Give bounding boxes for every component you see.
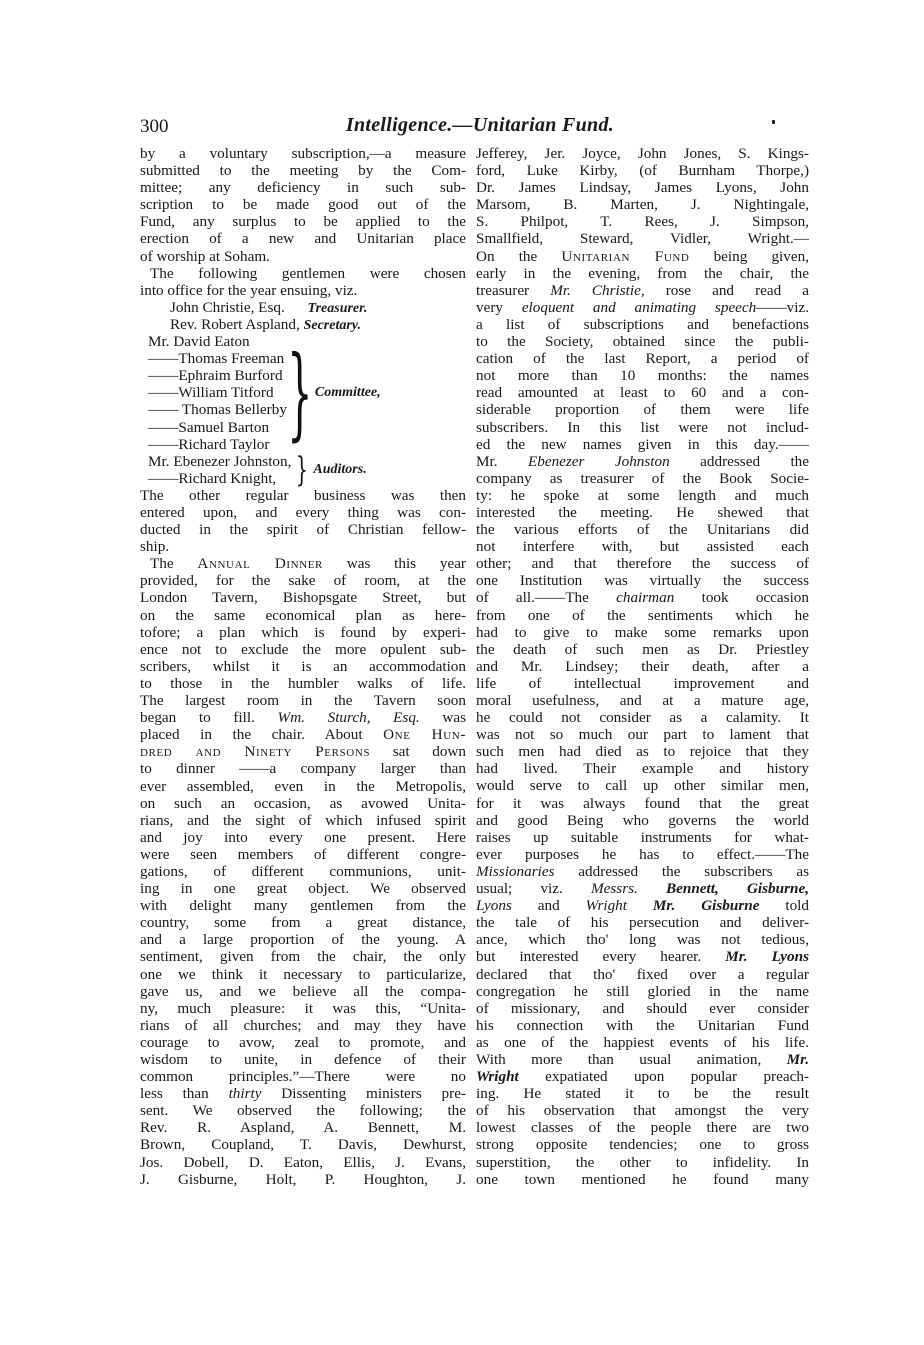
officer-name: John Christie, Esq. <box>170 298 285 316</box>
text-line: ny, much pleasure: it was this, “Unita- <box>140 999 466 1017</box>
text-run: The <box>150 555 198 573</box>
text-line: rians, and the sight of which infused spirit <box>140 811 466 829</box>
auditor: Mr. Ebenezer Johnston, <box>148 452 292 470</box>
text-run: On the <box>476 247 562 265</box>
paragraph-elections <box>140 265 466 299</box>
text-line: raises up suitable instruments for what- <box>476 828 809 846</box>
text-line: a list of subscriptions and benefactions <box>476 315 809 333</box>
committee-member: ——Ephraim Burford <box>148 367 283 385</box>
emphasis: Wright <box>476 1068 519 1086</box>
text-line <box>476 248 809 265</box>
text-line: to those in the humbler walks of life. <box>140 674 466 692</box>
text-run: took occasion <box>674 589 809 607</box>
text-run: usual; viz. <box>476 880 591 898</box>
text-line <box>140 1085 466 1102</box>
text-line: gations, of different communions, unit- <box>140 862 466 880</box>
text-line: to dinner ——a company larger than <box>140 760 466 778</box>
text-line: of his observation that amongst the very <box>476 1102 809 1120</box>
officers-list <box>140 299 466 333</box>
auditors-label: Auditors. <box>313 462 367 478</box>
text-line: ducted in the spirit of Christian fellow- <box>140 521 466 539</box>
text-run: addressed the subscribers as <box>554 862 809 880</box>
text-line: London Tavern, Bishopsgate Street, but <box>140 589 466 607</box>
text-line: ty: he spoke at some length and much <box>476 486 809 504</box>
ink-speck <box>772 120 775 124</box>
text-line: the various efforts of the Unitarians did <box>476 521 809 539</box>
officer-role: Treasurer. <box>307 300 368 316</box>
committee-brace <box>287 333 313 453</box>
committee-names <box>140 333 287 453</box>
text-line: interested the meeting. He shewed that <box>476 503 809 521</box>
text-line: The largest room in the Tavern soon <box>140 692 466 710</box>
text-line: the tale of his persecution and deliver- <box>476 914 809 932</box>
text-run: of all.——The <box>476 589 617 607</box>
text-line: country, some from a great distance, <box>140 914 466 932</box>
text-line: from one of the sentiments which he <box>476 606 809 624</box>
paragraph-annual-dinner <box>140 555 466 1187</box>
text-line <box>140 709 466 726</box>
text-run: expatiated upon popular preach- <box>518 1068 809 1086</box>
auditor: ——Richard Knight, <box>148 469 277 487</box>
text-line: of missionary, and should ever consider <box>476 999 809 1017</box>
text-line: The following gentlemen were chosen <box>150 264 466 282</box>
text-run <box>627 897 653 914</box>
text-run: began to fill. <box>140 709 278 727</box>
text-line: Dr. James Lindsay, James Lyons, John <box>476 179 809 197</box>
text-line <box>476 948 809 965</box>
text-run: addressed the <box>669 452 809 470</box>
text-line: subscribers. In this list were not includ- <box>476 418 809 436</box>
text-line: other; and that therefore the success of <box>476 555 809 573</box>
text-line: J. Gisburne, Holt, P. Houghton, J. <box>140 1170 466 1188</box>
officer-name: Rev. Robert Aspland, <box>170 315 300 333</box>
brace-icon: } <box>295 452 308 487</box>
text-line: one we think it necessary to particularize, <box>140 965 466 983</box>
text-line: moral usefulness, and at a mature age, <box>476 692 809 709</box>
text-line: The other regular business was then <box>140 486 466 504</box>
text-line <box>476 880 809 897</box>
text-run: With more than usual animation, <box>476 1050 787 1068</box>
text-run: was this year <box>323 555 466 573</box>
text-line: had to give to make some remarks upon <box>476 623 809 641</box>
text-line: on such an occasion, as avowed Unita- <box>140 794 466 812</box>
emphasis: Wright <box>585 897 627 915</box>
auditors-list <box>140 453 466 487</box>
text-line: and Mr. Lindsey; their death, after a <box>476 657 809 675</box>
text-line: on the same economical plan as here- <box>140 606 466 624</box>
text-line <box>476 897 809 914</box>
right-column <box>476 145 809 1188</box>
paragraph-subscription <box>140 145 466 265</box>
running-title: Intelligence.—Unitarian Fund. <box>345 114 615 136</box>
text-line: one Institution was virtually the success <box>476 572 809 590</box>
left-column <box>140 145 466 1188</box>
chairman-name: Wm. Sturch, Esq. <box>277 709 420 727</box>
text-line: and good Being who governs the world <box>476 811 809 829</box>
emphasis: Ebenezer Johnston <box>527 452 670 470</box>
committee-member: ——Samuel Barton <box>148 418 270 436</box>
text-line: such men had died as to rejoice that they <box>476 743 809 761</box>
officer-row <box>140 316 466 333</box>
emphasis: Missionaries <box>476 862 555 880</box>
text-line: sentiment, given from the chair, the only <box>140 948 466 966</box>
text-line: not more than 10 months: the names <box>476 367 809 385</box>
text-line: erection of a new and Unitarian place <box>140 230 466 248</box>
text-line: for it was always found that the great <box>476 794 809 812</box>
text-run: less than <box>140 1085 229 1103</box>
committee-member: ——Thomas Freeman <box>148 350 285 368</box>
text-line: ing in one great object. We observed <box>140 880 466 898</box>
text-line: superstition, the other to infidelity. In <box>476 1153 809 1171</box>
text-line: read amounted at least to 60 and a con- <box>476 384 809 402</box>
text-line: S. Philpot, T. Rees, J. Simpson, <box>476 213 809 231</box>
text-line: of worship at Soham. <box>140 247 270 265</box>
text-run: sat down <box>370 743 466 761</box>
text-line: and joy into every one present. Here <box>140 828 466 846</box>
paragraph-business <box>140 487 466 555</box>
emphasis: Messrs. <box>591 880 638 898</box>
text-run: Mr. <box>476 452 528 470</box>
committee-label: Committee, <box>314 385 381 401</box>
text-line: he could not consider as a calamity. It <box>476 709 809 727</box>
text-run: treasurer <box>476 281 551 299</box>
emphasis: Mr. Gisburne <box>652 897 760 915</box>
text-line: as one of the happiest events of his life. <box>476 1033 809 1051</box>
text-run: ——viz. <box>756 298 809 316</box>
text-line: ed the new names given in this day.—— <box>476 435 809 453</box>
text-run: placed in the chair. About <box>140 726 384 744</box>
text-line: one town mentioned he found many <box>476 1170 809 1188</box>
text-line: sent. We observed the following; the <box>140 1102 466 1120</box>
text-line: Jefferey, Jer. Joyce, John Jones, S. Kings- <box>476 145 809 162</box>
text-line: ing. He stated it to be the result <box>476 1085 809 1103</box>
text-line: provided, for the sake of room, at the <box>140 572 466 590</box>
attendance-count: One Hun- <box>383 726 466 744</box>
text-line <box>476 863 809 880</box>
text-line: and a large proportion of the young. A <box>140 931 466 949</box>
text-line <box>476 589 809 606</box>
text-line <box>140 743 466 760</box>
text-line: would serve to call up other similar men, <box>476 777 809 795</box>
emphasis: Mr. <box>786 1050 809 1068</box>
text-run: rose and read a <box>644 281 809 299</box>
text-line: siderable proportion of them were life <box>476 401 809 419</box>
text-line <box>476 282 809 299</box>
text-line: ever assembled, even in the Metropolis, <box>140 777 466 795</box>
text-run: and <box>511 897 586 915</box>
emphasis: Bennett, Gisburne, <box>666 880 809 898</box>
text-line: declared that tho' fixed over a regular <box>476 965 809 983</box>
text-line: scription to be made good out of the <box>140 196 466 214</box>
text-line: submitted to the meeting by the Com- <box>140 162 466 180</box>
text-line: early in the evening, from the chair, the <box>476 264 809 282</box>
text-line: not interfere with, but assisted each <box>476 538 809 556</box>
committee-member: —— Thomas Bellerby <box>148 401 287 419</box>
text-line: his connection with the Unitarian Fund <box>476 1016 809 1034</box>
text-line: wisdom to unite, in defence of their <box>140 1051 466 1068</box>
text-line: ford, Luke Kirby, (of Burnham Thorpe,) <box>476 162 809 180</box>
text-line: lowest classes of the people there are two <box>476 1119 809 1137</box>
page-number: 300 <box>140 116 169 137</box>
text-line: entered upon, and every thing was con- <box>140 504 466 521</box>
text-line <box>140 726 466 743</box>
committee-member: ——Richard Taylor <box>148 435 270 453</box>
text-line: by a voluntary subscription,—a measure <box>140 145 466 162</box>
text-line: ance, which tho' long was not tedious, <box>476 931 809 949</box>
text-line: Fund, any surplus to be applied to the <box>140 213 466 231</box>
attendance-count: dred and Ninety Persons <box>140 743 371 761</box>
text-line: scribers, whilst it is an accommodation <box>140 657 466 675</box>
text-line: ence not to exclude the more opulent sub- <box>140 640 466 658</box>
text-run: but interested every hearer. <box>476 948 726 966</box>
text-line: mittee; any deficiency in such sub- <box>140 179 466 197</box>
unitarian-fund-heading: Unitarian Fund <box>561 247 690 265</box>
text-line: courage to avow, zeal to promote, and <box>140 1033 466 1051</box>
emphasis: chairman <box>616 589 675 607</box>
auditors-brace <box>291 453 311 487</box>
text-line: Brown, Coupland, T. Davis, Dewhurst, <box>140 1136 466 1154</box>
text-line <box>140 555 466 572</box>
text-line: congregation he still gloried in the name <box>476 982 809 1000</box>
committee-member: Mr. David Eaton <box>148 333 250 351</box>
brace-icon: } <box>287 333 313 451</box>
text-run: was <box>419 709 466 727</box>
text-run: Dissenting ministers pre- <box>261 1085 466 1103</box>
text-line: Marsom, B. Marten, J. Nightingale, <box>476 196 809 214</box>
auditor-names <box>140 453 291 487</box>
text-line: strong opposite tendencies; one to gross <box>476 1136 809 1154</box>
emphasis: Mr. Lyons <box>725 948 809 966</box>
text-line: Rev. R. Aspland, A. Bennett, M. <box>140 1119 466 1137</box>
text-line: company as treasurer of the Book Socie- <box>476 469 809 487</box>
text-run <box>638 880 666 897</box>
annual-dinner-heading: Annual Dinner <box>197 555 323 573</box>
text-line: into office for the year ensuing, viz. <box>140 281 358 299</box>
text-line: rians of all churches; and may they have <box>140 1016 466 1034</box>
text-line: were seen members of different congre- <box>140 845 466 863</box>
text-run: told <box>759 897 809 915</box>
emphasis: thirty <box>228 1085 262 1103</box>
text-line: had lived. Their example and history <box>476 760 809 778</box>
committee-member: ——William Titford <box>148 384 274 402</box>
text-line: Jos. Dobell, D. Eaton, Ellis, J. Evans, <box>140 1153 466 1171</box>
text-line: life of intellectual improvement and <box>476 674 809 692</box>
text-line: tofore; a plan which is found by experi- <box>140 623 466 641</box>
officer-row <box>140 299 466 316</box>
text-line: with delight many gentlemen from the <box>140 897 466 915</box>
text-line <box>476 299 809 316</box>
text-line: gave us, and we believe all the compa- <box>140 982 466 1000</box>
text-line <box>476 1051 809 1068</box>
text-line: Smallfield, Steward, Vidler, Wright.— <box>476 230 809 248</box>
emphasis: eloquent and animating speech <box>521 298 757 316</box>
text-line: the death of such men as Dr. Priestley <box>476 640 809 658</box>
emphasis: Mr. Christie, <box>550 281 645 299</box>
text-line: ship. <box>140 538 170 556</box>
text-run: very <box>476 298 522 316</box>
emphasis: Lyons <box>476 897 512 915</box>
officer-role: Secretary. <box>303 317 362 333</box>
text-line <box>476 1068 809 1085</box>
text-line <box>476 453 809 470</box>
text-line: common principles.”—There were no <box>140 1068 466 1086</box>
text-line: to the Society, obtained since the publi- <box>476 333 809 351</box>
text-line: ever purposes he has to effect.——The <box>476 845 809 863</box>
running-header <box>140 112 810 142</box>
text-line: was not so much our part to lament that <box>476 726 809 744</box>
text-run: being given, <box>689 247 809 265</box>
committee-list <box>140 333 466 453</box>
text-line: cation of the last Report, a period of <box>476 350 809 368</box>
